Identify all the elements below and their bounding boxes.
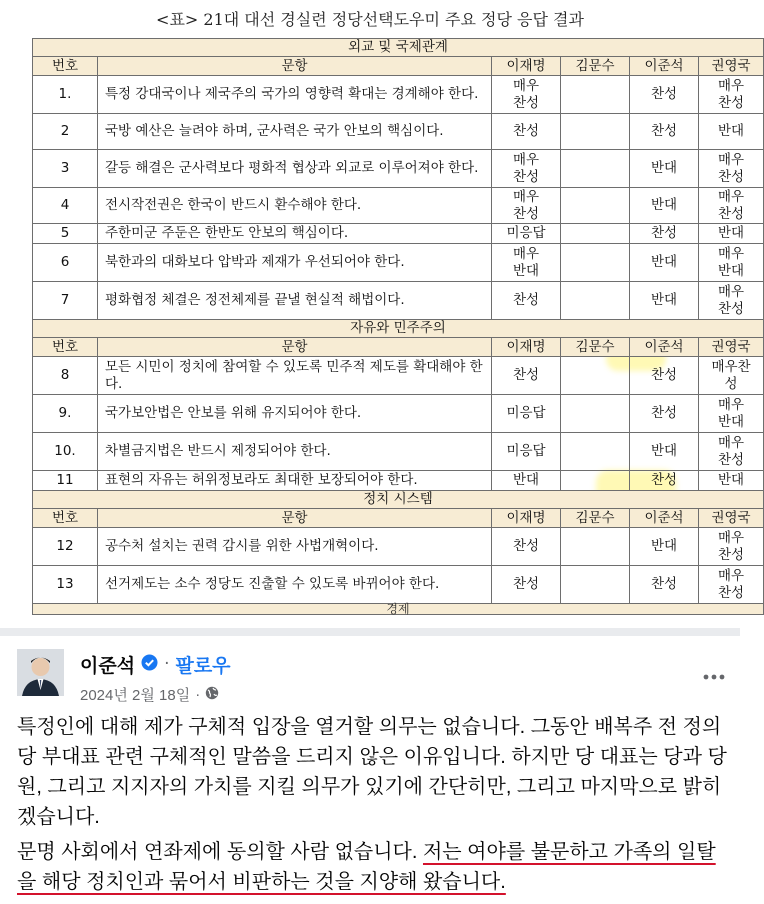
follow-button[interactable]: 팔로우 [175,655,231,677]
date-separator: · [195,686,201,703]
answer-cell: 매우 찬성 [699,76,764,114]
answer-cell: 미응답 [492,395,561,433]
column-header: 권영국 [699,509,764,528]
item-number: 12 [33,528,98,566]
answer-cell [561,433,630,471]
answer-cell: 찬성 [630,566,699,604]
post-header [80,651,231,677]
answer-cell: 반대 [699,114,764,150]
more-options-icon[interactable] [700,667,728,687]
item-number: 4 [33,188,98,224]
item-number: 10. [33,433,98,471]
answer-cell [561,188,630,224]
item-number: 1. [33,76,98,114]
avatar[interactable] [17,649,64,696]
item-number: 9. [33,395,98,433]
post-paragraph-1: 특정인에 대해 제가 구체적 입장을 열거할 의무는 없습니다. 그동안 배복주 전 정의당 부대표 관련 구체적인 말씀을 드리지 않은 이유입니다. 하지만 당 대표는 당과 당원, 그리고 지지자의 가치를 지킬 의무가 있기에 간단히만, 그리고 마지막으로 밝히겠습니다. [17,716,727,828]
post-paragraph-2 [17,837,729,897]
column-header: 권영국 [699,338,764,357]
item-question: 특정 강대국이나 제국주의 국가의 영향력 확대는 경계해야 한다. [98,76,492,114]
author-name[interactable]: 이준석 [80,655,136,677]
answer-cell: 반대 [630,150,699,188]
post-meta [80,684,219,705]
answer-cell: 찬성 [492,114,561,150]
column-header: 이재명 [492,509,561,528]
item-number: 3 [33,150,98,188]
column-header: 번호 [33,509,98,528]
column-header: 이재명 [492,338,561,357]
item-question: 주한미군 주둔은 한반도 안보의 핵심이다. [98,224,492,244]
table-row [33,76,764,114]
answer-cell: 매우 찬성 [492,150,561,188]
answer-cell: 매우찬 성 [699,357,764,395]
column-header: 이준석 [630,57,699,76]
feed-divider [0,628,740,636]
item-number: 5 [33,224,98,244]
answer-cell: 찬성 [630,471,699,491]
column-header: 김문수 [561,509,630,528]
column-header: 번호 [33,338,98,357]
item-number: 2 [33,114,98,150]
column-header: 번호 [33,57,98,76]
answer-cell [561,395,630,433]
answer-cell: 찬성 [630,76,699,114]
answer-cell: 찬성 [492,357,561,395]
answer-cell: 반대 [492,471,561,491]
answer-cell [561,528,630,566]
item-question: 차별금지법은 반드시 제정되어야 한다. [98,433,492,471]
table-row [33,471,764,491]
item-question: 국방 예산은 늘려야 하며, 군사력은 국가 안보의 핵심이다. [98,114,492,150]
table-row [33,244,764,282]
answer-cell: 매우 찬성 [699,528,764,566]
item-question: 갈등 해결은 군사력보다 평화적 협상과 외교로 이루어져야 한다. [98,150,492,188]
post-date[interactable]: 2024년 2월 18일 [80,687,191,704]
answer-cell [561,282,630,320]
column-header: 이준석 [630,509,699,528]
item-question: 공수처 설치는 권력 감시를 위한 사법개혁이다. [98,528,492,566]
item-number: 11 [33,471,98,491]
table-row [33,566,764,604]
answer-cell: 반대 [699,224,764,244]
answer-cell [561,471,630,491]
answer-cell: 매우 찬성 [699,150,764,188]
item-number: 8 [33,357,98,395]
answer-cell: 찬성 [630,395,699,433]
column-header-row [33,57,764,76]
answer-cell: 찬성 [630,114,699,150]
answer-cell: 미응답 [492,433,561,471]
column-header: 이재명 [492,57,561,76]
globe-icon [205,686,219,704]
column-header-row [33,509,764,528]
item-question: 전시작전권은 한국이 반드시 환수해야 한다. [98,188,492,224]
table-row [33,114,764,150]
table-row [33,357,764,395]
answer-cell: 반대 [630,433,699,471]
answer-cell [561,566,630,604]
answer-cell [561,76,630,114]
paragraph-2-plain: 문명 사회에서 연좌제에 동의할 사람 없습니다. [17,841,423,863]
verified-badge-icon [141,654,158,675]
table-row [33,224,764,244]
post-body [17,712,729,832]
answer-cell: 매우 찬성 [492,188,561,224]
column-header: 문항 [98,338,492,357]
answer-cell: 찬성 [492,566,561,604]
answer-cell: 매우 반대 [699,244,764,282]
answer-cell: 매우 반대 [492,244,561,282]
table-row [33,150,764,188]
item-number: 13 [33,566,98,604]
answer-cell: 매우 찬성 [699,566,764,604]
item-number: 6 [33,244,98,282]
item-question: 모든 시민이 정치에 참여할 수 있도록 민주적 제도를 확대해야 한다. [98,357,492,395]
item-question: 평화협정 체결은 정전체제를 끝낼 현실적 해법이다. [98,282,492,320]
section-row [33,320,764,338]
answer-cell: 매우 찬성 [492,76,561,114]
answer-cell [561,357,630,395]
answer-cell: 반대 [630,528,699,566]
answer-cell: 매우 반대 [699,395,764,433]
section-title: 정치 시스템 [33,491,764,509]
answer-cell: 미응답 [492,224,561,244]
answer-cell: 매우 찬성 [699,433,764,471]
answer-cell: 매우 찬성 [699,188,764,224]
item-question: 선거제도는 소수 정당도 진출할 수 있도록 바뀌어야 한다. [98,566,492,604]
answer-cell: 반대 [630,282,699,320]
response-table [32,38,764,615]
answer-cell [561,114,630,150]
truncated-section-row [33,604,764,615]
item-question: 국가보안법은 안보를 위해 유지되어야 한다. [98,395,492,433]
section-title: 외교 및 국제관계 [33,39,764,57]
answer-cell: 찬성 [630,224,699,244]
section-title: 자유와 민주주의 [33,320,764,338]
paragraph-2-underlined: 저는 여야를 불문하고 가족의 일탈을 해당 정치인과 묶어서 비판하는 것을 지양해 왔습니다. [17,841,716,893]
column-header: 문항 [98,57,492,76]
separator-dot: · [164,654,170,674]
answer-cell: 반대 [630,188,699,224]
column-header: 김문수 [561,338,630,357]
item-question: 북한과의 대화보다 압박과 제재가 우선되어야 한다. [98,244,492,282]
answer-cell: 매우 찬성 [699,282,764,320]
answer-cell: 찬성 [492,528,561,566]
column-header: 권영국 [699,57,764,76]
column-header-row [33,338,764,357]
table-row [33,282,764,320]
table-row [33,395,764,433]
answer-cell: 반대 [699,471,764,491]
section-row [33,491,764,509]
table-title: <표> 21대 대선 경실련 정당선택도우미 주요 정당 응답 결과 [156,10,584,29]
answer-cell: 찬성 [492,282,561,320]
answer-cell: 찬성 [630,357,699,395]
answer-cell [561,150,630,188]
table-row [33,188,764,224]
column-header: 문항 [98,509,492,528]
item-question: 표현의 자유는 허위정보라도 최대한 보장되어야 한다. [98,471,492,491]
post-body-2 [17,837,729,897]
answer-cell: 반대 [630,244,699,282]
answer-cell [561,224,630,244]
column-header: 김문수 [561,57,630,76]
section-row [33,39,764,57]
item-number: 7 [33,282,98,320]
table-row [33,528,764,566]
column-header: 이준석 [630,338,699,357]
truncated-section-title: 경제 [33,604,764,615]
table-row [33,433,764,471]
answer-cell [561,244,630,282]
